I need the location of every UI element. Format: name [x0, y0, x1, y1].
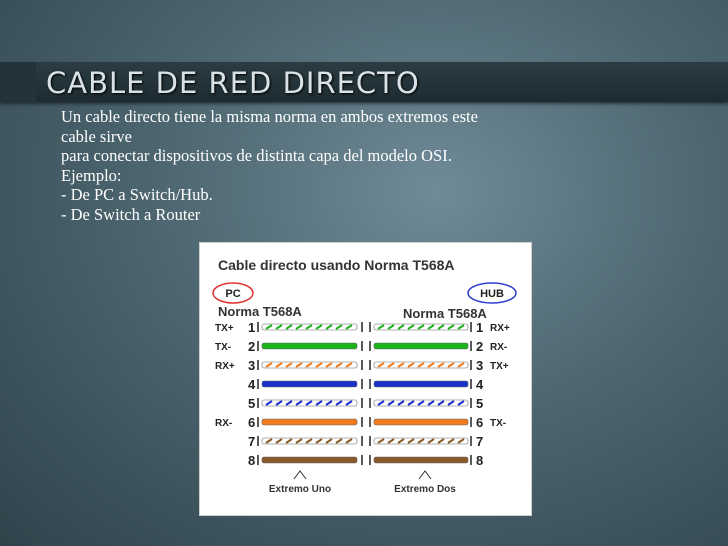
left-pin-number: 6 [248, 415, 256, 430]
title-accent [0, 62, 36, 102]
left-end-label: Extremo Uno [268, 484, 332, 495]
wire-left-4 [262, 381, 357, 387]
arrow-left-icon [294, 471, 306, 479]
slide-title: CABLE DE RED DIRECTO [46, 66, 420, 100]
wires-group [215, 320, 510, 468]
wire-right-4 [374, 381, 468, 387]
body-line: - De Switch a Router [61, 204, 201, 224]
right-signal-label: RX+ [490, 323, 510, 334]
left-pin-number: 1 [248, 320, 256, 335]
left-signal-label: TX- [215, 342, 232, 353]
arrow-right-icon [419, 471, 431, 479]
right-pin-number: 4 [476, 377, 484, 392]
left-pin-number: 8 [248, 453, 256, 468]
left-pin-number: 7 [248, 434, 256, 449]
body-line: cable sirve [61, 126, 133, 146]
right-pin-number: 3 [476, 358, 484, 373]
wiring-diagram-svg [200, 243, 531, 515]
wire-left-6 [262, 419, 357, 425]
right-pin-number: 7 [476, 434, 484, 449]
pc-label: PC [225, 288, 241, 300]
body-text [61, 107, 581, 225]
right-pin-number: 1 [476, 320, 484, 335]
wire-right-2 [374, 343, 468, 349]
right-pin-number: 8 [476, 453, 484, 468]
left-pin-number: 5 [248, 396, 256, 411]
right-norm-label: Norma T568A [403, 306, 487, 321]
wire-right-8 [374, 457, 468, 463]
wire-left-2 [262, 343, 357, 349]
wiring-diagram [199, 242, 532, 516]
right-pin-number: 5 [476, 396, 484, 411]
body-line: para conectar dispositivos de distinta capa del modelo OSI. [61, 146, 452, 166]
body-line: Ejemplo: [61, 165, 122, 185]
left-pin-number: 4 [248, 377, 256, 392]
left-signal-label: TX+ [215, 323, 234, 334]
right-pin-number: 2 [476, 339, 484, 354]
wire-left-8 [262, 457, 357, 463]
right-end-label: Extremo Dos [394, 484, 456, 495]
right-signal-label: TX+ [490, 361, 509, 372]
left-signal-label: RX- [215, 418, 233, 429]
hub-label: HUB [480, 288, 504, 300]
left-pin-number: 3 [248, 358, 256, 373]
diagram-title: Cable directo usando Norma T568A [218, 257, 455, 273]
left-pin-number: 2 [248, 339, 256, 354]
wire-right-6 [374, 419, 468, 425]
body-line: Un cable directo tiene la misma norma en ambos extremos este [61, 107, 478, 126]
left-signal-label: RX+ [215, 361, 235, 372]
right-pin-number: 6 [476, 415, 484, 430]
right-signal-label: RX- [490, 342, 508, 353]
body-line: - De PC a Switch/Hub. [61, 185, 213, 205]
left-norm-label: Norma T568A [218, 304, 302, 319]
right-signal-label: TX- [490, 418, 507, 429]
